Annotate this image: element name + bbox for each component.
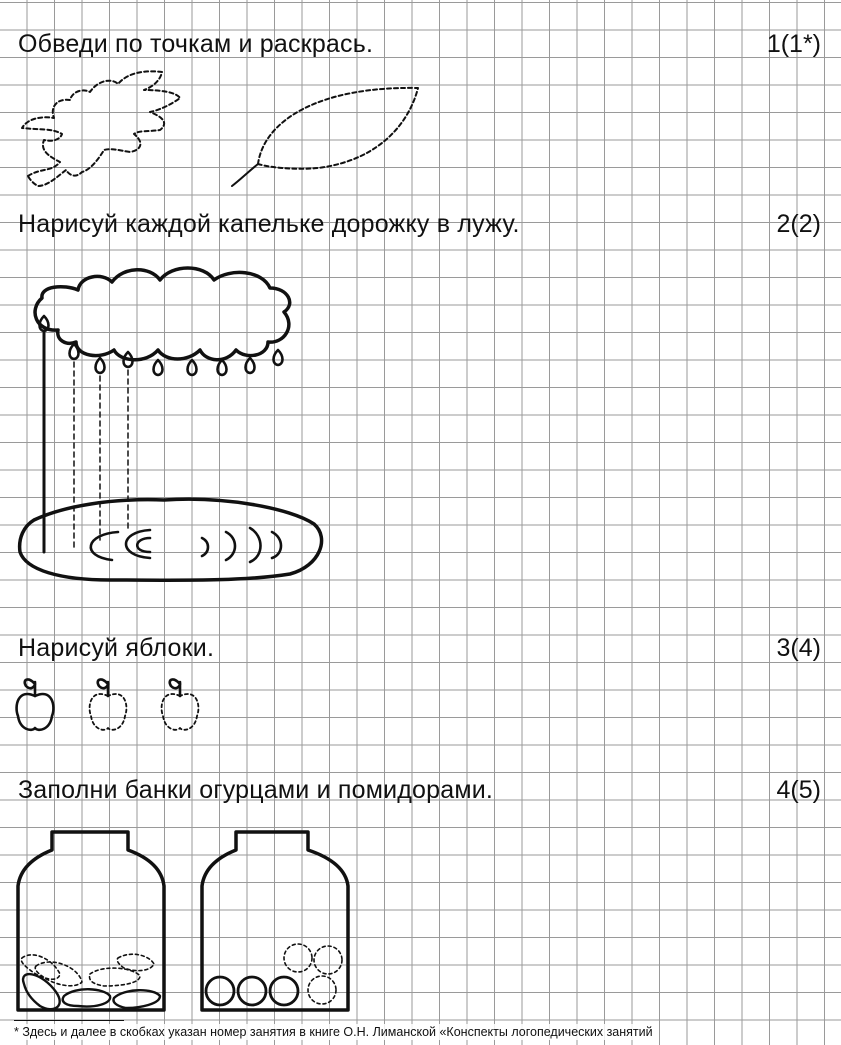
- ripple: [272, 532, 281, 558]
- jar-left: [18, 832, 164, 1010]
- tomato-dashed[interactable]: [284, 944, 312, 972]
- raindrop: [274, 350, 283, 365]
- ripple: [250, 528, 261, 562]
- rain-paths-dashed: [74, 362, 128, 548]
- ripple: [226, 532, 235, 560]
- apple-dashed[interactable]: [90, 680, 127, 730]
- raindrop: [218, 360, 227, 375]
- footnote-rule: [14, 1020, 124, 1021]
- oak-leaf-outline[interactable]: [22, 71, 180, 186]
- tomato-dashed[interactable]: [314, 946, 342, 974]
- tomato: [206, 977, 234, 1005]
- ripple: [137, 538, 150, 552]
- task-1-instruction: Обведи по точкам и раскрась.: [18, 30, 374, 58]
- tomato: [270, 977, 298, 1005]
- task-3-instruction: Нарисуй яблоки.: [18, 634, 215, 662]
- raindrop: [188, 360, 197, 375]
- apple-solid: [17, 680, 54, 730]
- apple-dashed[interactable]: [162, 680, 199, 730]
- raindrop: [246, 358, 255, 373]
- task-4-number: 4(5): [776, 776, 821, 804]
- puddle: [20, 499, 322, 580]
- raindrop: [96, 358, 105, 373]
- cucumber-dashed[interactable]: [117, 954, 154, 970]
- task-2-number: 2(2): [776, 210, 821, 238]
- leaf-stem: [232, 164, 258, 186]
- cucumbers: [21, 954, 160, 1009]
- puddle-ripples: [91, 528, 281, 562]
- raindrop: [70, 344, 79, 359]
- raindrop: [154, 360, 163, 375]
- task-3-number: 3(4): [776, 634, 821, 662]
- tomato: [238, 977, 266, 1005]
- task-2-instruction: Нарисуй каждой капельке дорожку в лужу.: [18, 210, 520, 238]
- jar-right: [202, 832, 348, 1010]
- tomatoes-dashed: [284, 944, 342, 1004]
- leaf-outline[interactable]: [258, 88, 418, 169]
- raindrops: [40, 316, 283, 375]
- ripple: [91, 532, 118, 560]
- cucumber: [114, 990, 161, 1008]
- task-4-instruction: Заполни банки огурцами и помидорами.: [18, 776, 494, 804]
- tomatoes: [206, 977, 298, 1005]
- ripple: [202, 538, 208, 556]
- footnote: * Здесь и далее в скобках указан номер занятия в книге О.Н. Лиманской «Конспекты логопедических занятий: [14, 1024, 657, 1040]
- task-1-number: 1(1*): [766, 30, 821, 58]
- cucumber: [63, 989, 110, 1006]
- tomato-dashed[interactable]: [308, 976, 336, 1004]
- cucumber-dashed[interactable]: [35, 962, 82, 986]
